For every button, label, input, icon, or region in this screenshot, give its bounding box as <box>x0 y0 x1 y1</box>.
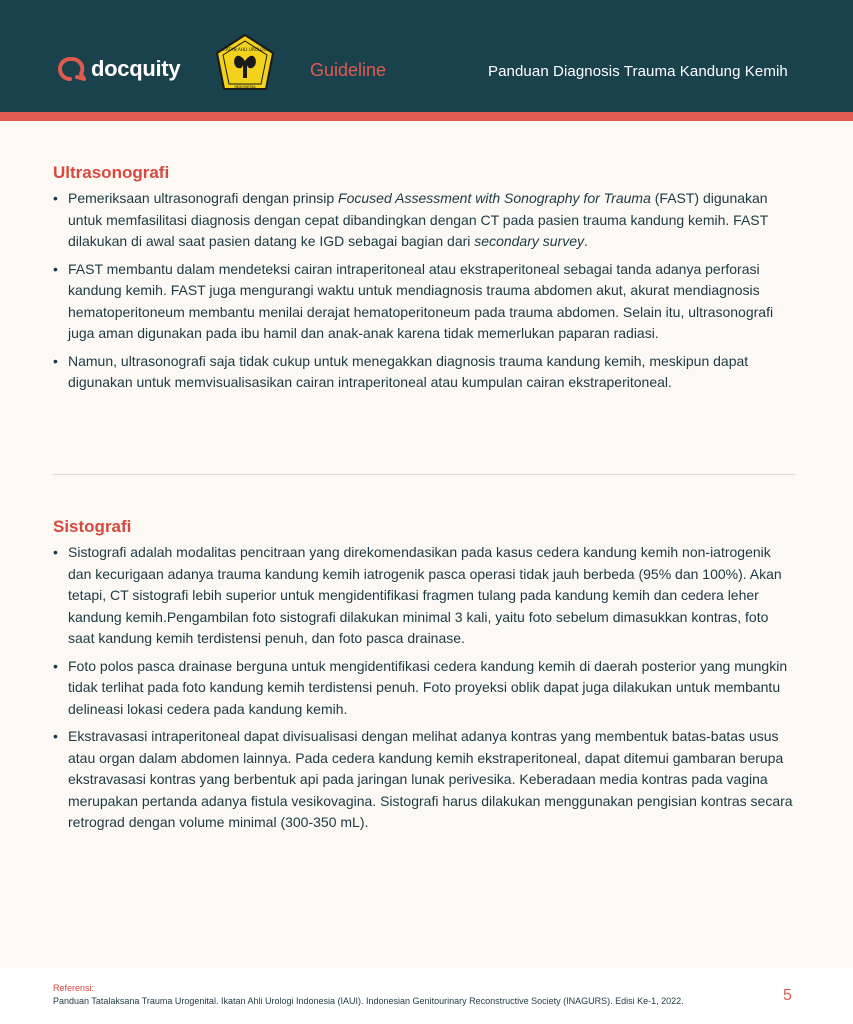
page-number: 5 <box>783 987 792 1004</box>
seal-text-bottom: INDONESIA <box>234 84 256 89</box>
reference-text: Panduan Tatalaksana Trauma Urogenital. Ikatan Ahli Urologi Indonesia (IAUI). Indonesian Genitourinary Reconstructive Society (INAGURS). Edisi Ke-1, 2022. <box>53 996 684 1006</box>
docquity-logo <box>57 56 180 82</box>
text-run: Namun, ultrasonografi saja tidak cukup untuk menegakkan diagnosis trauma kandung kemih, meskipun dapat digunakan untuk memvisualisasikan cairan intraperitoneal atau kumpulan cairan ekstraperitoneal. <box>68 352 749 390</box>
text-run: Sistografi adalah modalitas pencitraan yang direkomendasikan pada kasus cedera kandung kemih non-iatrogenik dan kecurigaan adanya trauma kandung kemih iatrogenik pasca operasi tidak jauh berbeda (95% dan 100%). Akan tetapi, CT sistografi lebih superior untuk mengidentifikasi fragmen tulang pada kandung kemih dan cedera leher kandung kemih.Pengambilan foto sistografi dilakukan minimal 3 kali, yaitu foto sebelum dimasukkan kontras, foto saat kandung kemih terdistensi penuh, dan foto pasca drainase. <box>68 544 782 646</box>
text-run-italic: Focused Assessment with Sonography for Trauma <box>338 190 651 206</box>
section-label: Guideline <box>310 60 387 80</box>
list-item <box>53 656 798 721</box>
section-title: Ultrasonografi <box>53 163 170 182</box>
docquity-logo-icon <box>57 56 87 82</box>
text-run: (FAST) digunakan untuk memfasilitasi diagnosis dengan cepat dibandingkan dengan CT pada pasien trauma kandung kemih. FAST dilakukan di awal saat pasien datang ke IGD sebagai bagian dari <box>68 190 768 249</box>
reference-label: Referensi: <box>53 983 95 993</box>
page-header <box>0 0 853 112</box>
text-run-italic: secondary survey <box>474 233 584 249</box>
seal-text-top: IKATAN AHLI UROLOGI <box>221 47 269 52</box>
section-ultrasonografi <box>53 162 798 400</box>
list-item <box>53 726 798 834</box>
brand-name: docquity <box>91 56 181 81</box>
section-sistografi <box>53 516 798 840</box>
bullet-list <box>53 542 798 834</box>
document-title: Panduan Diagnosis Trauma Kandung Kemih <box>488 63 788 80</box>
text-run: Pemeriksaan ultrasonografi dengan prinsip <box>68 190 339 206</box>
section-divider <box>53 474 795 475</box>
header-accent-stripe <box>0 112 853 121</box>
text-run: Ekstravasasi intraperitoneal dapat divisualisasi dengan melihat adanya kontras yang membentuk batas-batas usus atau organ dalam abdomen lainnya. Pada cedera kandung kemih ekstraperitoneal, dapat ditemui gambaran berupa ekstravasasi kontras yang berbentuk api pada jaringan lunak perivesika. Keberadaan media kontras pada vagina merupakan pertanda adanya fistula vesikovagina. Sistografi harus dilakukan menggunakan pengisian kontras secara retrograd dengan volume minimal (300-350 mL). <box>68 728 793 830</box>
section-title: Sistografi <box>53 517 132 536</box>
list-item <box>53 188 798 253</box>
bullet-list <box>53 188 798 394</box>
list-item <box>53 259 798 345</box>
text-run: FAST membantu dalam mendeteksi cairan intraperitoneal atau ekstraperitoneal sebagai tanda adanya perforasi kandung kemih. FAST juga mengurangi waktu untuk mendiagnosis trauma abdomen akut, akurat mendiagnosis hematoperitoneum membantu menilai derajat hematoperitoneum pada trauma abdomen. Selain itu, ultrasonografi juga aman digunakan pada ibu hamil dan anak-anak karena tidak memerlukan paparan radiasi. <box>68 260 774 341</box>
list-item <box>53 351 798 394</box>
text-run: Foto polos pasca drainase berguna untuk mengidentifikasi cedera kandung kemih di daerah posterior yang mungkin tidak terlihat pada foto kandung kemih terdistensi penuh. Foto proyeksi oblik dapat juga dilakukan untuk membantu delineasi lokasi cedera pada kandung kemih. <box>68 657 788 717</box>
iaui-seal-logo <box>214 34 276 96</box>
list-item <box>53 542 798 650</box>
text-run: . <box>584 233 588 249</box>
